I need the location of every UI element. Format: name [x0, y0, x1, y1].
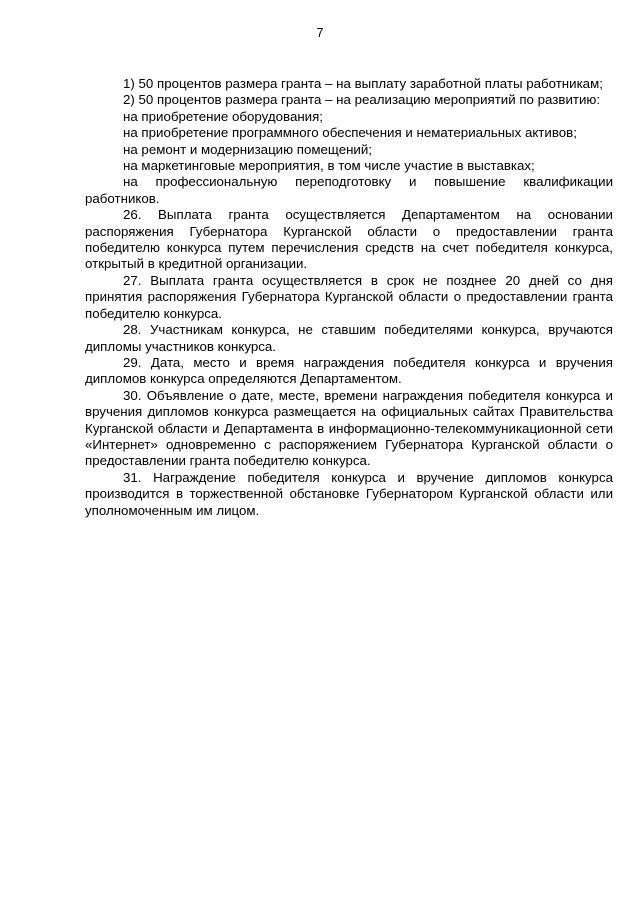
clause-28: 28. Участникам конкурса, не ставшим победителями конкурса, вручаются дипломы участников конкурса.	[85, 322, 613, 354]
list-item-2: 2) 50 процентов размера гранта – на реализацию мероприятий по развитию:	[123, 92, 601, 108]
clause-26: 26. Выплата гранта осуществляется Департаментом на основании распоряжения Губернатора Курганской области о предоставлении гранта победителю конкурса путем перечисления средств на счет победителя конкурса, открытый в кредитной организации.	[85, 207, 613, 272]
sub-item-equipment: на приобретение оборудования;	[123, 108, 323, 124]
sub-item-marketing: на маркетинговые мероприятия, в том числе участие в выставках;	[123, 158, 535, 174]
clause-30: 30. Объявление о дате, месте, времени награждения победителя конкурса и вручения дипломов конкурса размещается на официальных сайтах Правительства Курганской области и Департамента в информационно-телекоммуникационной сети «Интернет» одновременно с распоряжением Губернатора Курганской области о предоставлении гранта победителю конкурса.	[85, 387, 613, 469]
clause-31: 31. Награждение победителя конкурса и вручение дипломов конкурса производится в торжественной обстановке Губернатором Курганской области или уполномоченным им лицом.	[85, 469, 613, 518]
sub-item-software: на приобретение программного обеспечения и нематериальных активов;	[123, 125, 577, 141]
sub-item-repair: на ремонт и модернизацию помещений;	[123, 141, 372, 157]
page-number: 7	[316, 26, 324, 40]
document-body	[85, 76, 613, 519]
clause-29: 29. Дата, место и время награждения победителя конкурса и вручения дипломов конкурса определяются Департаментом.	[85, 354, 613, 387]
sub-item-training: на профессиональную переподготовку и повышение квалификации работников.	[85, 174, 613, 206]
clause-27: 27. Выплата гранта осуществляется в срок не позднее 20 дней со дня принятия распоряжения Губернатора Курганской области о предоставлении гранта победителю конкурса.	[85, 272, 613, 321]
list-item-1: 1) 50 процентов размера гранта – на выплату заработной платы работникам;	[123, 76, 603, 91]
